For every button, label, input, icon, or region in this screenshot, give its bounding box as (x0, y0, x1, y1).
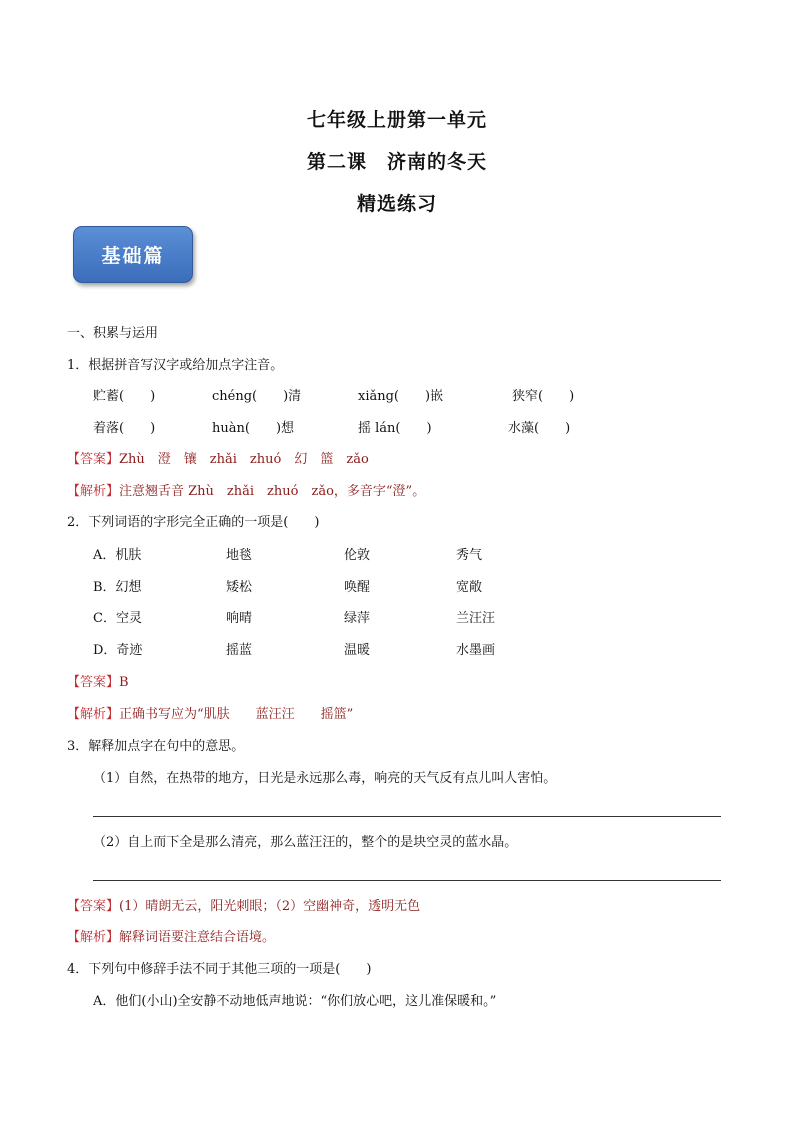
q3-analysis (67, 929, 275, 947)
answer-blank-line (93, 816, 721, 817)
q3-item-1: （1）自然，在热带的地方，日光是永远那么毒，响亮的天气反有点儿叫人害怕。 (93, 771, 557, 786)
analysis-text: 解释词语要注意结合语境。 (119, 930, 276, 945)
analysis-text: 注意翘舌音 Zhù zhǎi zhuó zǎo，多音字“澄”。 (119, 484, 426, 499)
q4-option-a: A．他们(小山)全安静不动地低声地说：“你们放心吧，这儿准保暖和。” (93, 994, 497, 1009)
q1-cell: 水藻( ) (508, 421, 571, 436)
q1-cell: huàn( )想 (212, 421, 295, 436)
q3-item-2: （2）自上而下全是那么清亮，那么蓝汪汪的，整个的是块空灵的蓝水晶。 (93, 835, 518, 850)
q2-option: A．机肤 (93, 548, 142, 563)
q2-option: 宽敞 (456, 580, 483, 595)
analysis-tag: 【解析】 (67, 707, 120, 722)
q1-cell: chéng( )清 (212, 389, 302, 404)
q2-option: 响晴 (226, 611, 253, 626)
analysis-text: 正确书写应为“肌肤 蓝汪汪 摇篮” (119, 707, 354, 722)
answer-tag: 【答案】 (67, 899, 120, 914)
q1-analysis (67, 483, 425, 501)
analysis-tag: 【解析】 (67, 930, 120, 945)
q2-option: D．奇迹 (93, 643, 143, 658)
q4-stem: 4．下列句中修辞手法不同于其他三项的一项是( ) (67, 962, 372, 977)
q2-option: 矮松 (226, 580, 253, 595)
q2-option: 秀气 (456, 548, 483, 563)
answer-text: (1）晴朗无云，阳光刺眼；（2）空幽神奇，透明无色 (119, 899, 421, 914)
q2-answer (67, 674, 129, 692)
q1-cell: xiǎng( )嵌 (358, 389, 444, 404)
doc-title-grade: 七年级上册第一单元 (306, 109, 487, 131)
q2-option: 兰汪汪 (456, 611, 496, 626)
q2-analysis (67, 706, 353, 724)
q1-cell: 贮蓄( ) (93, 389, 156, 404)
q3-answer (67, 898, 420, 916)
doc-title-lesson: 第二课 济南的冬天 (306, 151, 487, 173)
q1-answer (67, 451, 369, 469)
q1-stem: 1．根据拼音写汉字或给加点字注音。 (67, 358, 284, 373)
q3-stem: 3．解释加点字在句中的意思。 (67, 739, 245, 754)
q2-option: B．幻想 (93, 580, 142, 595)
q1-cell: 摇 lán( ) (358, 421, 432, 436)
q2-option: 水墨画 (456, 643, 496, 658)
q1-cell: 着落( ) (93, 421, 156, 436)
doc-title-practice: 精选练习 (356, 193, 437, 215)
q2-option: C．空灵 (93, 611, 142, 626)
q2-option: 绿萍 (344, 611, 371, 626)
q2-option: 摇蓝 (226, 643, 253, 658)
analysis-tag: 【解析】 (67, 484, 120, 499)
answer-text: B (119, 675, 129, 690)
q2-option: 温暖 (344, 643, 371, 658)
q2-stem: 2．下列词语的字形完全正确的一项是( ) (67, 515, 320, 530)
section-badge: 基础篇 (73, 226, 193, 283)
answer-tag: 【答案】 (67, 452, 120, 467)
answer-tag: 【答案】 (67, 675, 120, 690)
q1-cell: 狭窄( ) (512, 389, 575, 404)
section-heading: 一、积累与运用 (67, 326, 159, 341)
q2-option: 伦敦 (344, 548, 371, 563)
answer-text: Zhù 澄 镶 zhǎi zhuó 幻 篮 zǎo (119, 452, 369, 467)
q2-option: 地毯 (226, 548, 253, 563)
answer-blank-line (93, 880, 721, 881)
q2-option: 唤醒 (344, 580, 371, 595)
